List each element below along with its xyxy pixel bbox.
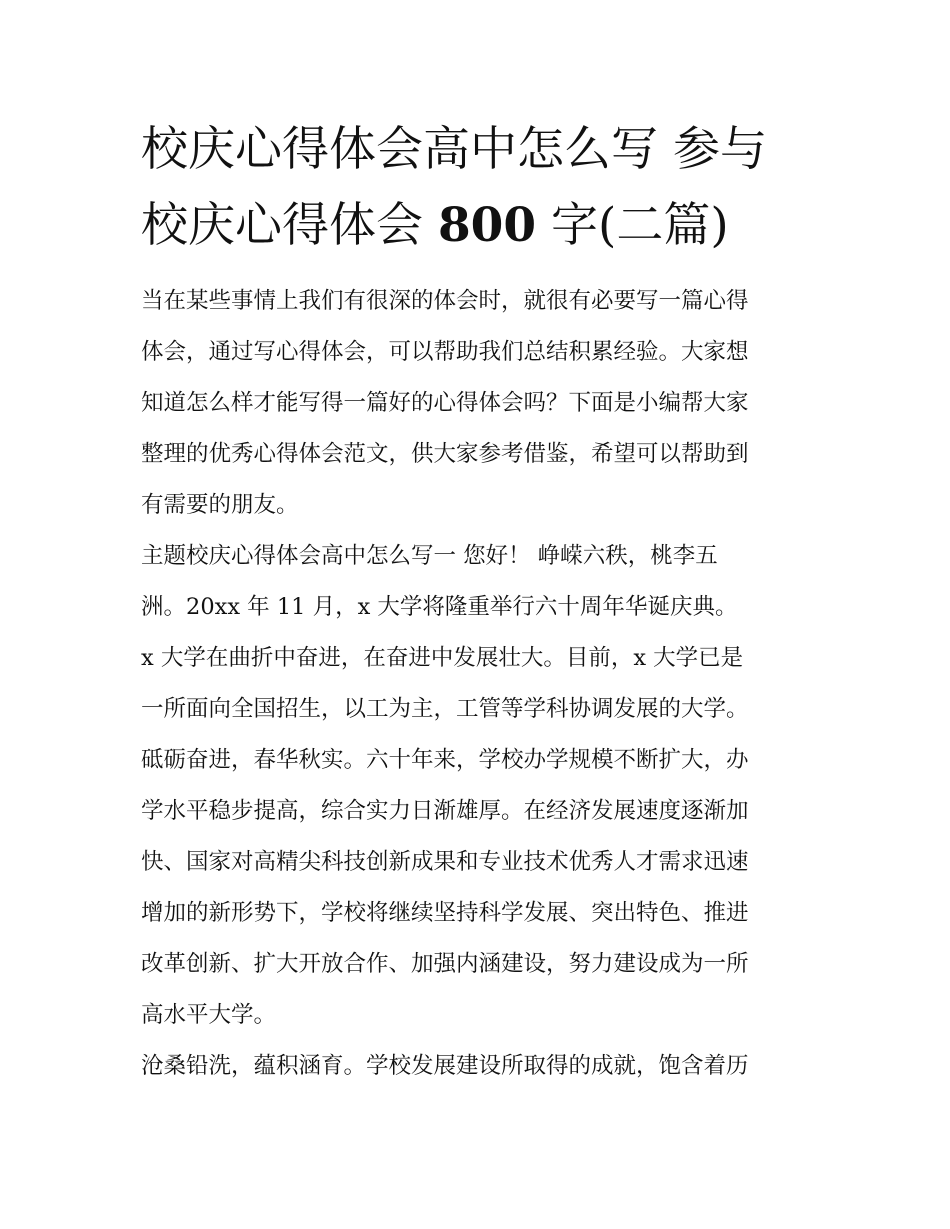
topic-paragraph xyxy=(141,531,813,633)
body-line: 沧桑铅洗，蕴积涵育。学校发展建设所取得的成就，饱含着历 xyxy=(141,1053,749,1079)
document-title xyxy=(141,112,813,264)
intro-line: 知道怎么样才能写得一篇好的心得体会吗？下面是小编帮大家 xyxy=(141,390,749,416)
intro-paragraph xyxy=(141,276,813,531)
body-line: 高水平大学。 xyxy=(141,1002,277,1028)
body-paragraph-2 xyxy=(141,1041,813,1092)
body-line: x 大学在曲折中奋进，在奋进中发展壮大。目前，x 大学已是 xyxy=(141,645,744,671)
intro-line: 整理的优秀心得体会范文，供大家参考借鉴，希望可以帮助到 xyxy=(141,441,749,467)
body-line: 学水平稳步提高，综合实力日渐雄厚。在经济发展速度逐渐加 xyxy=(141,798,749,824)
body-line: 增加的新形势下，学校将继续坚持科学发展、突出特色、推进 xyxy=(141,900,749,926)
title-word-count: 800 xyxy=(437,198,537,253)
body-line: 快、国家对高精尖科技创新成果和专业技术优秀人才需求迅速 xyxy=(141,849,749,875)
title-line-2-post: 字(二篇) xyxy=(536,198,729,253)
body-line: 一所面向全国招生，以工为主，工管等学科协调发展的大学。 xyxy=(141,696,749,722)
title-line-2 xyxy=(141,188,813,264)
title-line-1: 校庆心得体会高中怎么写 参与 xyxy=(141,122,767,177)
title-line-2-pre: 校庆心得体会 xyxy=(141,198,438,253)
document-page xyxy=(141,112,813,1092)
topic-line: 主题校庆心得体会高中怎么写一 您好！ 峥嵘六秩，桃李五 xyxy=(141,543,718,569)
body-line: 砥砺奋进，春华秋实。六十年来，学校办学规模不断扩大，办 xyxy=(141,747,749,773)
intro-line: 当在某些事情上我们有很深的体会时，就很有必要写一篇心得 xyxy=(141,288,749,314)
body-line: 改革创新、扩大开放合作、加强内涵建设，努力建设成为一所 xyxy=(141,951,749,977)
body-paragraph-1 xyxy=(141,633,813,1041)
topic-line: 洲。20xx 年 11 月，x 大学将隆重举行六十周年华诞庆典。 xyxy=(141,594,738,620)
intro-line: 体会，通过写心得体会，可以帮助我们总结积累经验。大家想 xyxy=(141,339,749,365)
intro-line: 有需要的朋友。 xyxy=(141,492,299,518)
